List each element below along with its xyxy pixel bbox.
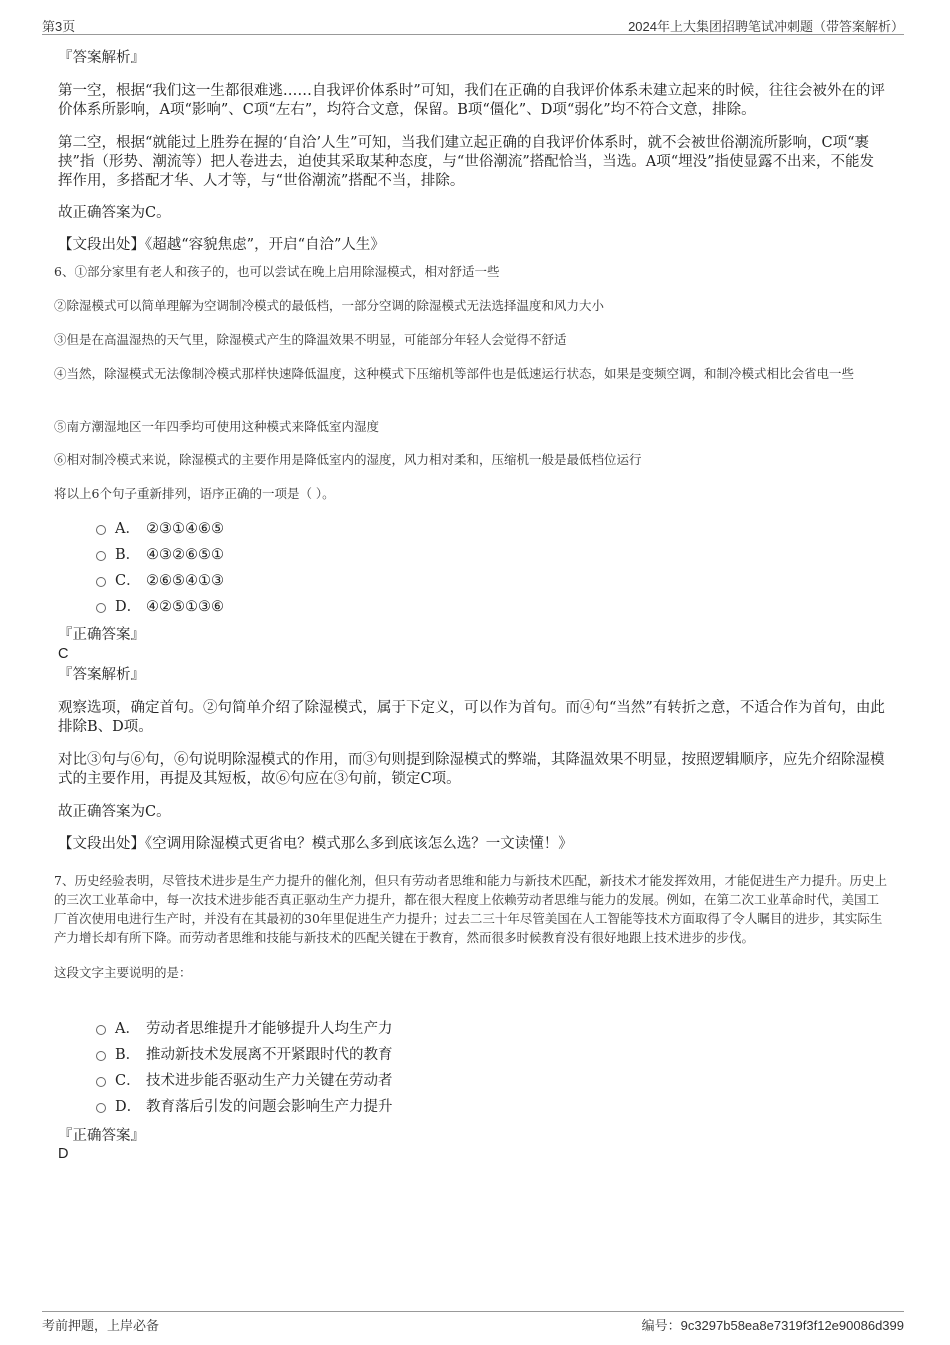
option-letter: C．: [115, 573, 141, 589]
option-text: 技术进步能否驱动生产力关键在劳动者: [146, 1073, 393, 1089]
page-header: [42, 14, 904, 35]
option-letter: A．: [115, 521, 140, 537]
q6-option-a[interactable]: [96, 518, 796, 540]
option-text: 教育落后引发的问题会影响生产力提升: [146, 1099, 393, 1115]
page-number: 第3页: [42, 19, 76, 34]
q6-sentence-1: 6、①部分家里有老人和孩子的，也可以尝试在晚上启用除湿模式，相对舒适一些: [54, 264, 500, 279]
option-text: 劳动者思维提升才能够提升人均生产力: [146, 1021, 393, 1037]
q6-sentence-2: ②除湿模式可以简单理解为空调制冷模式的最低档，一部分空调的除湿模式无法选择温度和风力大小: [54, 298, 605, 313]
option-letter: C．: [115, 1073, 141, 1089]
page-footer: [42, 1311, 904, 1338]
q7-answer-title: 『正确答案』: [58, 1128, 145, 1144]
radio-icon[interactable]: [96, 1025, 106, 1035]
radio-icon[interactable]: [96, 1077, 106, 1087]
q7-option-d[interactable]: [96, 1096, 796, 1118]
q5-analysis-para-1: 第一空，根据“我们这一生都很难逃……自我评价体系时”可知，我们在正确的自我评价体系未建立起来的时候，往往会被外在的评价体系所影响，A项“影响”、C项“左右”，均符合文意，保留。B项“僵化”、D项“弱化”均不符合文意，排除。: [58, 83, 885, 118]
radio-icon[interactable]: [96, 577, 106, 587]
radio-icon[interactable]: [96, 525, 106, 535]
q6-source: 【文段出处】《空调用除湿模式更省电？模式那么多到底该怎么选？一文读懂！》: [58, 836, 573, 852]
q7-answer: D: [58, 1146, 69, 1162]
q6-sentence-4: ④当然，除湿模式无法像制冷模式那样快速降低温度，这种模式下压缩机等部件也是低速运行状态，如果是变频空调，和制冷模式相比会省电一些: [54, 366, 855, 381]
footer-slogan: 考前押题，上岸必备: [42, 1318, 160, 1333]
document-code: 编号：9c3297b58ea8e7319f3f12e90086d399: [641, 1318, 904, 1333]
radio-icon[interactable]: [96, 1051, 106, 1061]
q7-passage: 7、历史经验表明，尽管技术进步是生产力提升的催化剂，但只有劳动者思维和能力与新技术匹配，新技术才能发挥效用，才能促进生产力提升。历史上的三次工业革命中，每一次技术进步能否真正驱动生产力提升，都在很大程度上依赖劳动者思维与能力的发展。例如，在第二次工业革命时代，美国工厂首次使用电进行生产时，并没有在其最初的30年里促进生产力提升；过去二三十年尽管美国在人工智能等技术方面取得了令人瞩目的进步，其实际生产力增长却有所下降。而劳动者思维和技能与新技术的匹配关键在于教育，然而很多时候教育没有很好地跟上技术进步的步伐。: [54, 873, 887, 945]
option-letter: B．: [115, 547, 141, 563]
q6-sentence-6: ⑥相对制冷模式来说，除湿模式的主要作用是降低室内的湿度，风力相对柔和，压缩机一般是最低档位运行: [54, 452, 642, 467]
radio-icon[interactable]: [96, 551, 106, 561]
option-letter: A．: [115, 1021, 140, 1037]
option-letter: D．: [115, 1099, 142, 1115]
q6-answer-title: 『正确答案』: [58, 627, 145, 643]
q6-conclusion: 故正确答案为C。: [58, 804, 171, 820]
q6-analysis-para-1: 观察选项，确定首句。②句简单介绍了除湿模式，属于下定义，可以作为首句。而④句“当然”有转折之意，不适合作为首句，由此排除B、D项。: [58, 700, 885, 735]
q7-option-c[interactable]: [96, 1070, 796, 1092]
document-title: 2024年上大集团招聘笔试冲刺题（带答案解析）: [628, 19, 904, 34]
q7-option-b[interactable]: [96, 1044, 796, 1066]
q5-analysis-title: 『答案解析』: [58, 50, 145, 66]
q6-option-c[interactable]: [96, 570, 796, 592]
q5-source: 【文段出处】《超越“容貌焦虑”，开启“自洽”人生》: [58, 237, 385, 253]
q6-option-d[interactable]: [96, 596, 796, 618]
q5-analysis-para-2: 第二空，根据“就能过上胜券在握的‘自洽’人生”可知，当我们建立起正确的自我评价体系时，就不会被世俗潮流所影响，C项“裹挟”指（形势、潮流等）把人卷进去，迫使其采取某种态度，与“世俗潮流”搭配恰当，当选。A项“埋没”指使显露不出来，不能发挥作用，多搭配才华、人才等，与“世俗潮流”搭配不当，排除。: [58, 135, 875, 189]
q6-analysis-title: 『答案解析』: [58, 667, 145, 683]
q5-conclusion: 故正确答案为C。: [58, 205, 171, 221]
q6-stem: 将以上6个句子重新排列，语序正确的一项是（ ）。: [54, 486, 335, 501]
option-text: ②③①④⑥⑤: [146, 521, 224, 537]
q6-option-b[interactable]: [96, 544, 796, 566]
q6-sentence-3: ③但是在高温湿热的天气里，除湿模式产生的降温效果不明显，可能部分年轻人会觉得不舒适: [54, 332, 567, 347]
option-letter: B．: [115, 1047, 141, 1063]
q6-sentence-5: ⑤南方潮湿地区一年四季均可使用这种模式来降低室内湿度: [54, 419, 380, 434]
option-text: ②⑥⑤④①③: [146, 573, 224, 589]
option-letter: D．: [115, 599, 142, 615]
option-text: ④②⑤①③⑥: [146, 599, 224, 615]
option-text: ④③②⑥⑤①: [146, 547, 224, 563]
radio-icon[interactable]: [96, 603, 106, 613]
radio-icon[interactable]: [96, 1103, 106, 1113]
q7-stem: 这段文字主要说明的是：: [54, 965, 192, 980]
q6-analysis-para-2: 对比③句与⑥句，⑥句说明除湿模式的作用，而③句则提到除湿模式的弊端，其降温效果不明显，按照逻辑顺序，应先介绍除湿模式的主要作用，再提及其短板，故⑥句应在③句前，锁定C项。: [58, 752, 885, 787]
option-text: 推动新技术发展离不开紧跟时代的教育: [146, 1047, 393, 1063]
q6-answer: C: [58, 646, 69, 662]
q7-option-a[interactable]: [96, 1018, 796, 1040]
